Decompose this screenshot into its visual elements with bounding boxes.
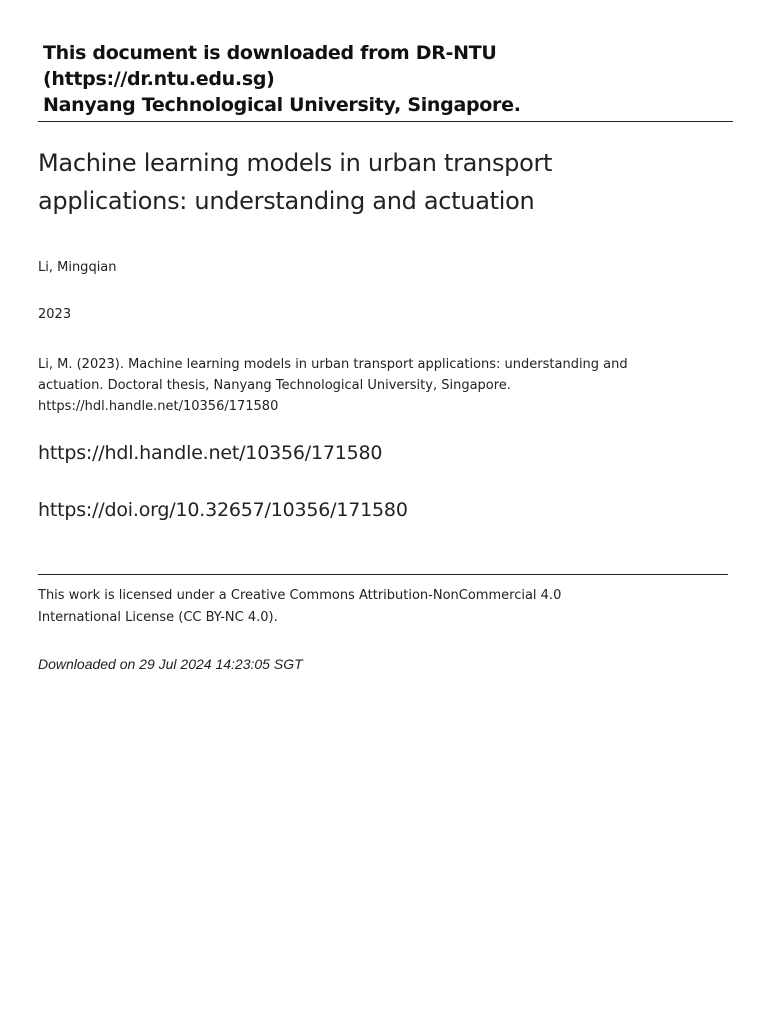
license-notice (38, 585, 718, 629)
citation-line-2: actuation. Doctoral thesis, Nanyang Technological University, Singapore. (38, 378, 511, 393)
repository-header (38, 40, 733, 122)
download-timestamp: Downloaded on 29 Jul 2024 14:23:05 SGT (38, 656, 303, 672)
section-divider (38, 574, 728, 575)
doi-link[interactable]: https://doi.org/10.32657/10356/171580 (38, 499, 408, 521)
citation-line-1: Li, M. (2023). Machine learning models in urban transport applications: understanding and (38, 357, 628, 372)
license-line-2: International License (CC BY-NC 4.0). (38, 610, 278, 625)
document-title-line-2: applications: understanding and actuation (38, 187, 535, 215)
handle-link[interactable]: https://hdl.handle.net/10356/171580 (38, 442, 383, 464)
document-title (38, 144, 728, 220)
repository-header-line-1: This document is downloaded from DR-NTU (https://dr.ntu.edu.sg) (43, 42, 497, 90)
license-line-1: This work is licensed under a Creative Commons Attribution-NonCommercial 4.0 (38, 588, 562, 603)
citation-line-3: https://hdl.handle.net/10356/171580 (38, 399, 279, 414)
publication-year: 2023 (38, 307, 72, 322)
repository-header-line-2: Nanyang Technological University, Singapore. (43, 94, 521, 116)
document-title-line-1: Machine learning models in urban transport (38, 149, 553, 177)
author-name: Li, Mingqian (38, 260, 117, 275)
citation-block (38, 354, 718, 417)
